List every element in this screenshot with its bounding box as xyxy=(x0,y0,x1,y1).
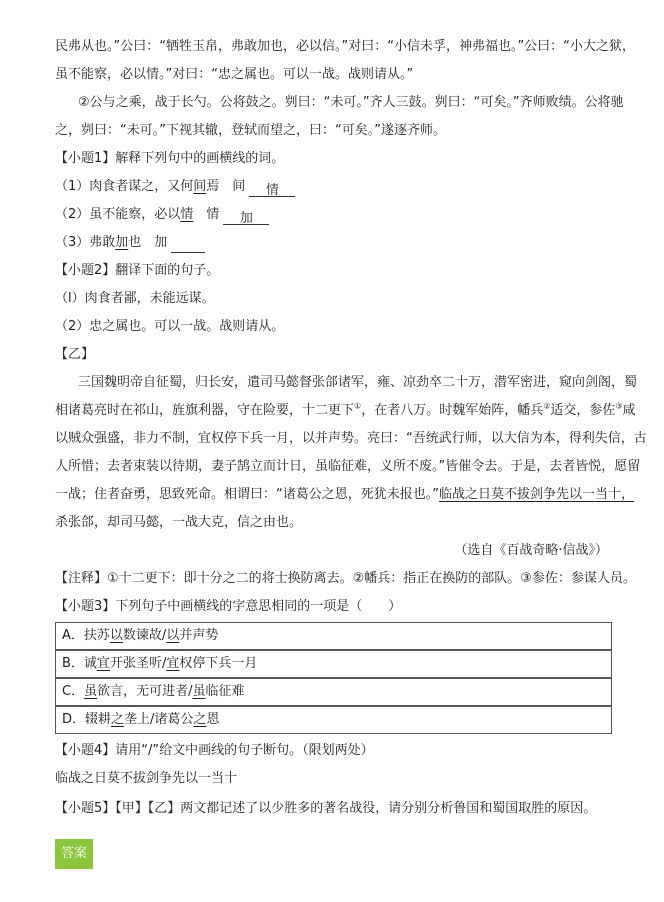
q1-item2-prefix: （2）虽不能察，必以 xyxy=(55,207,181,222)
option-text: A．扶苏 xyxy=(62,628,110,643)
option-key-word: 宜 xyxy=(166,656,180,671)
q1-item2-word: 情 xyxy=(180,207,194,222)
q2-title: 【小题2】翻译下面的句子。 xyxy=(55,263,220,278)
option-text: 恩 xyxy=(206,712,220,727)
answer-button[interactable]: 答案 xyxy=(55,839,93,869)
option-key-word: 虽 xyxy=(192,684,206,699)
yi-line4: 人所惜；去者束装以待期，妻子鹄立而计日，虽临征难，义所不废。”皆催令去。于是，去者皆悦，愿留 xyxy=(55,459,641,474)
q3-option-c[interactable] xyxy=(55,678,612,706)
option-text: B．诚 xyxy=(62,656,97,671)
option-text: 数谏故/ xyxy=(122,628,167,643)
option-key-word: 以 xyxy=(109,628,123,643)
q1-item1 xyxy=(55,177,614,197)
note-ref-1: ① xyxy=(354,401,362,411)
yi-line2-a: 相诸葛亮时在祁山，旌旗利器，守在险要，十二更下 xyxy=(55,403,355,418)
q1-item2-mid: 情 xyxy=(193,207,224,222)
q1-title: 【小题1】解释下列句中的画横线的词。 xyxy=(55,151,285,166)
yi-line3: 以贼众强盛，非力不制，宜权停下兵一月，以并声势。亮曰：“吾统武行师，以大信为本，得利失信，古 xyxy=(55,431,647,446)
yi-line2-b: ，在者八万。时魏军始阵，幡兵 xyxy=(361,403,544,418)
q1-item1-answer: 情 xyxy=(249,181,295,197)
yi-line1: 三国魏明帝自征蜀，归长安，遣司马懿督张郃诸军，雍、凉劲卒二十万，潜军密进，窥向剑阁，蜀 xyxy=(78,375,638,390)
option-text: 垄上/诸葛公 xyxy=(124,712,194,727)
yi-line6: 杀张郃，却司马懿，一战大克，信之由也。 xyxy=(55,515,303,530)
q2-item1: （l）肉食者鄙，未能远谋。 xyxy=(55,291,215,306)
yi-line5 xyxy=(55,485,634,505)
q3-option-b[interactable] xyxy=(55,650,612,678)
jia-para2-line2: 之，刿曰：“未可。”下视其辙，登轼而望之，曰：“可矣。”遂逐齐师。 xyxy=(55,123,446,138)
source-citation: （选自《百战奇略·信战》） xyxy=(454,543,608,558)
option-key-word: 宜 xyxy=(96,656,110,671)
yi-heading: 【乙】 xyxy=(55,347,95,362)
q5-title: 【小题5】【甲】【乙】两文都记述了以少胜多的著名战役，请分别分析鲁国和蜀国取胜的原因。 xyxy=(55,801,597,816)
yi-line2-d: 咸 xyxy=(622,403,636,418)
annotation-notes: 【注释】①十二更下：即十分之二的将士换防离去。②幡兵：指正在换防的部队。③参佐：参谋人员。 xyxy=(55,571,636,586)
note-ref-3: ③ xyxy=(615,401,623,411)
q1-item3-mid: 也 加 xyxy=(128,235,172,250)
option-key-word: 之 xyxy=(193,712,207,727)
jia-para2-line1: ②公与之乘，战于长勺。公将鼓之。刿曰：“未可。”齐人三鼓。刿曰：“可矣。”齐师败绩。公将驰 xyxy=(78,95,624,110)
option-text: 欲言，无可进者/ xyxy=(97,684,193,699)
option-text: D．辍耕 xyxy=(62,712,112,727)
yi-line5-a: 一战；住者奋勇，思致死命。相谓曰：“诸葛公之恩，死犹未报也。” xyxy=(55,487,439,502)
q1-item2-answer: 加 xyxy=(223,209,269,225)
q3-title: 【小题3】下列句子中画横线的字意思相同的一项是（ ） xyxy=(55,599,402,614)
q1-item1-prefix: （1）肉食者谋之，又何 xyxy=(55,179,194,194)
q4-sentence: 临战之日莫不拔剑争先以一当十 xyxy=(55,771,238,786)
q1-item3-prefix: （3）弗敢 xyxy=(55,235,116,250)
q1-item2 xyxy=(55,205,614,225)
option-key-word: 虽 xyxy=(84,684,98,699)
option-text: C． xyxy=(62,684,85,699)
q3-option-a[interactable] xyxy=(55,622,612,650)
option-text: 开张圣听/ xyxy=(109,656,167,671)
option-text: 临征难 xyxy=(205,684,245,699)
yi-line2 xyxy=(55,401,636,421)
q1-item3-answer-blank[interactable] xyxy=(171,237,205,253)
q1-item3 xyxy=(55,233,614,253)
jia-para1-line1: 民弗从也。”公曰：“牺牲玉帛，弗敢加也，必以信。”对曰：“小信未孚，神弗福也。”公曰：“小大之狱， xyxy=(55,39,635,54)
option-key-word: 之 xyxy=(111,712,125,727)
note-ref-2: ② xyxy=(543,401,551,411)
option-text: 权停下兵一月 xyxy=(179,656,258,671)
q1-item1-mid: 焉 间 xyxy=(206,179,250,194)
option-text: 并声势 xyxy=(179,628,219,643)
q1-item3-word: 加 xyxy=(115,235,129,250)
q3-option-d[interactable] xyxy=(55,706,612,734)
underlined-sentence: 临战之日莫不拔剑争先以一当十， xyxy=(438,487,634,502)
q4-title: 【小题4】请用“/”给文中画线的句子断句。（限划两处） xyxy=(55,743,374,758)
option-key-word: 以 xyxy=(166,628,180,643)
yi-line2-c: 适交，参佐 xyxy=(550,403,616,418)
jia-para1-line2: 虽不能察，必以情。”对曰：“忠之属也。可以一战。战则请从。” xyxy=(55,67,414,82)
q2-item2: （2）忠之属也。可以一战。战则请从。 xyxy=(55,319,285,334)
q1-item1-word: 间 xyxy=(193,179,207,194)
